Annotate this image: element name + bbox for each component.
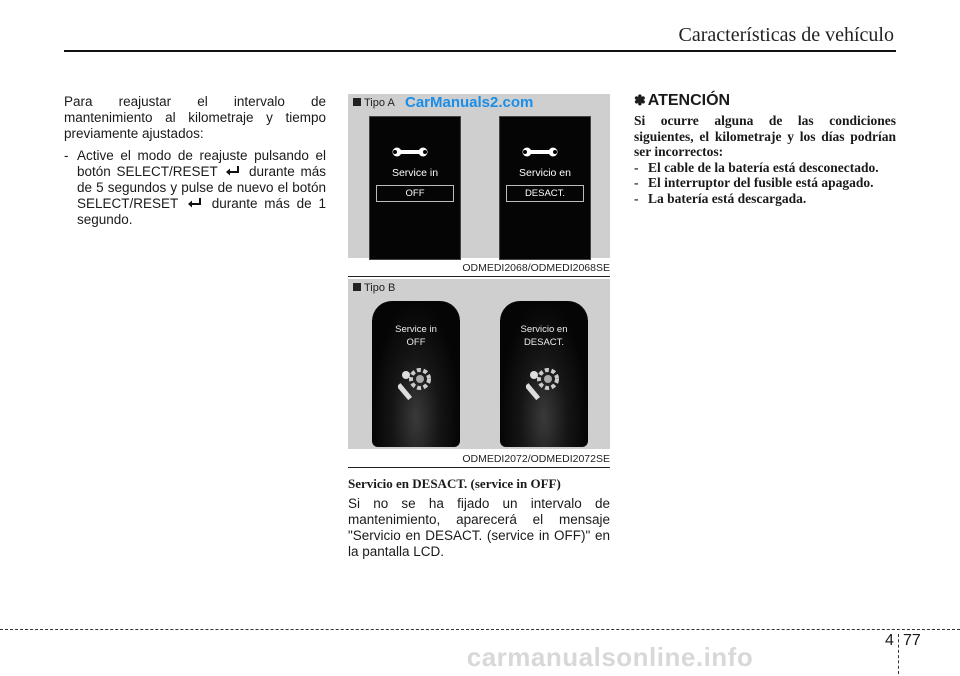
reset-step-part1: Active el modo de reajuste pulsando el botón SELECT/RESET bbox=[77, 148, 326, 179]
bullet-dash: - bbox=[634, 159, 639, 175]
figure-type-b bbox=[348, 279, 610, 449]
square-bullet-icon bbox=[353, 98, 361, 106]
lcd-message: Servicio en bbox=[519, 167, 571, 179]
bullet-dash: - bbox=[634, 190, 639, 206]
figure-type-a bbox=[348, 94, 610, 258]
section-title: Características de vehículo bbox=[678, 24, 894, 46]
chapter-number: 4 bbox=[885, 632, 894, 649]
middle-column bbox=[348, 94, 610, 560]
cluster-screen-spanish bbox=[500, 301, 588, 447]
site-watermark: CarManuals2.com bbox=[405, 94, 534, 111]
lcd-message: Service in bbox=[391, 167, 439, 179]
attention-item-text: El interruptor del fusible está apagado. bbox=[648, 175, 874, 190]
cluster-screen-english bbox=[372, 301, 460, 447]
square-bullet-icon bbox=[353, 283, 361, 291]
attention-item-text: La batería está descargada. bbox=[648, 190, 807, 206]
type-b-tag bbox=[353, 282, 395, 294]
wrench-icon bbox=[392, 145, 428, 159]
return-arrow-icon bbox=[225, 165, 241, 177]
lcd-screen-spanish bbox=[499, 116, 591, 260]
attention-item bbox=[634, 191, 896, 207]
cluster-line2: DESACT. bbox=[523, 337, 565, 348]
bullet-dash: - bbox=[64, 148, 69, 163]
gear-wrench-icon bbox=[526, 365, 562, 401]
reset-step bbox=[64, 148, 326, 228]
figure-a-caption: ODMEDI2068/ODMEDI2068SE bbox=[348, 258, 610, 277]
type-a-tag bbox=[353, 97, 395, 109]
cluster-message bbox=[372, 323, 460, 349]
reset-step-part3: durante más de 1 segundo. bbox=[77, 196, 326, 227]
cluster-line1: Servicio en bbox=[520, 324, 568, 335]
header-rule bbox=[64, 50, 896, 52]
attention-title bbox=[634, 92, 896, 110]
asterisk-icon: ✽ bbox=[634, 92, 646, 108]
type-a-label: Tipo A bbox=[364, 97, 395, 109]
return-arrow-icon bbox=[187, 197, 203, 209]
cluster-line2: OFF bbox=[406, 337, 426, 348]
footer-rule bbox=[0, 629, 960, 630]
attention-item bbox=[634, 160, 896, 176]
gear-wrench-icon bbox=[398, 365, 434, 401]
page-number: 77 bbox=[903, 632, 921, 649]
left-column bbox=[64, 94, 326, 228]
lcd-screen-english bbox=[369, 116, 461, 260]
attention-item bbox=[634, 175, 896, 191]
wrench-icon bbox=[522, 145, 558, 159]
cluster-line1: Service in bbox=[395, 324, 437, 335]
reset-intro: Para reajustar el intervalo de mantenimiento al kilometraje y tiempo previamente ajustados: bbox=[64, 94, 326, 141]
attention-title-text: ATENCIÓN bbox=[647, 92, 731, 109]
attention-intro: Si ocurre alguna de las condiciones siguientes, el kilometraje y los días podrían ser incorrectos: bbox=[634, 113, 896, 159]
type-b-label: Tipo B bbox=[364, 282, 396, 294]
reset-step-part2: durante más de 5 segundos y pulse de nuevo el botón SELECT/RESET bbox=[77, 164, 326, 211]
figure-b-caption: ODMEDI2072/ODMEDI2072SE bbox=[348, 449, 610, 468]
service-off-subheading: Servicio en DESACT. (service in OFF) bbox=[348, 476, 561, 491]
attention-box bbox=[634, 92, 896, 206]
footer-watermark: carmanualsonline.info bbox=[466, 642, 754, 672]
lcd-status-box: OFF bbox=[376, 185, 454, 202]
lcd-status-box: DESACT. bbox=[506, 185, 584, 202]
cluster-message bbox=[500, 323, 588, 349]
attention-item-text: El cable de la batería está desconectado. bbox=[648, 159, 879, 175]
bullet-dash: - bbox=[634, 175, 639, 190]
service-off-body: Si no se ha fijado un intervalo de mantenimiento, aparecerá el mensaje "Servicio en DESACT. (service in OFF)" en la pantalla LCD. bbox=[348, 496, 610, 559]
